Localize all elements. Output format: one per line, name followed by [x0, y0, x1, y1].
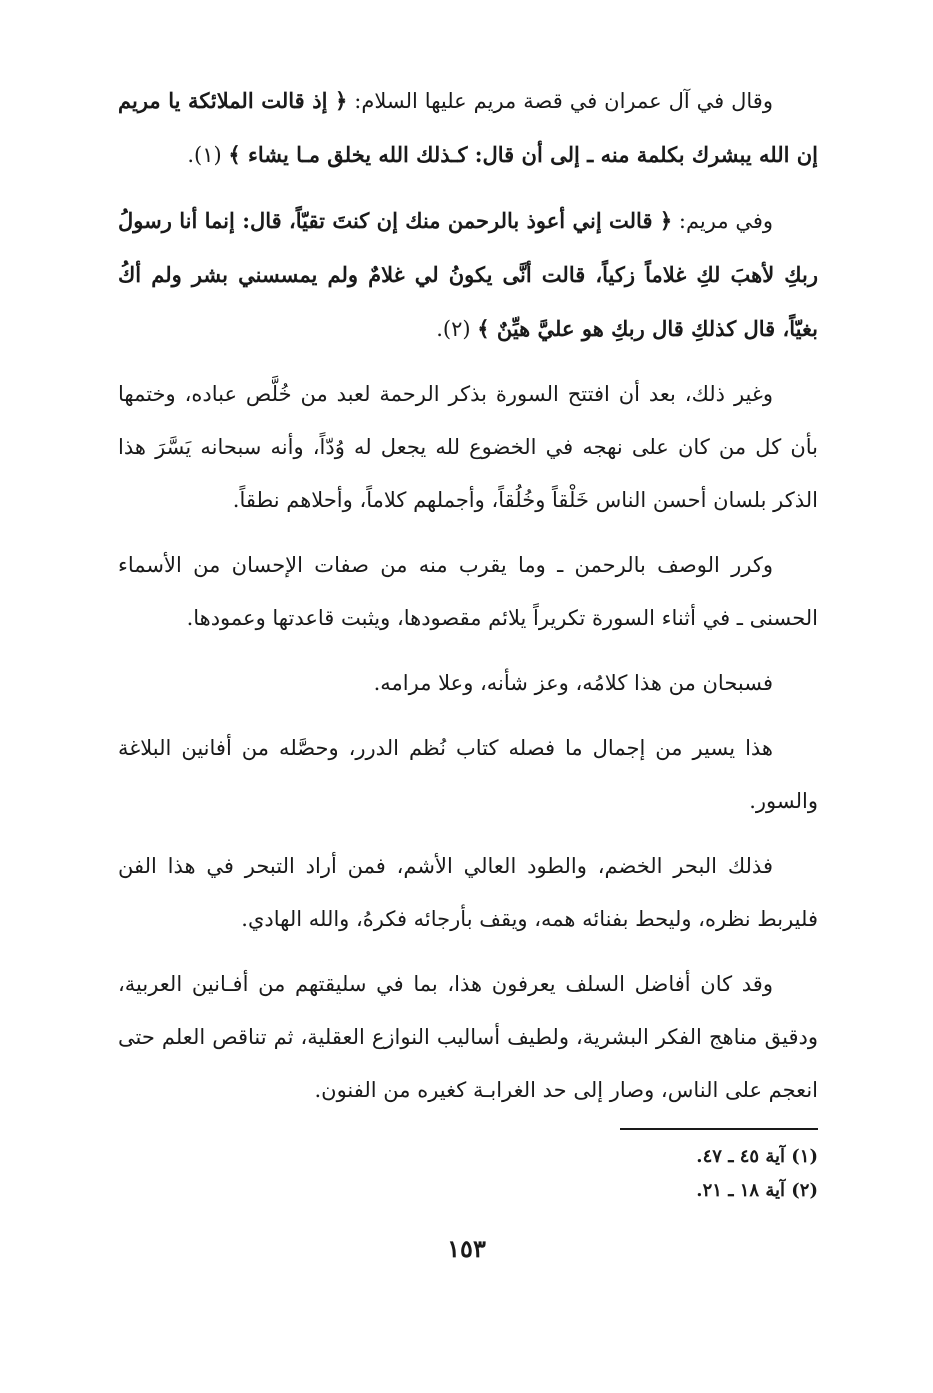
paragraph-7: فذلك البحر الخضم، والطود العالي الأشم، فمن أراد التبحر في هذا الفن فليربط نظره، وليحط بفنائه همه، ويقف بأرجائه فكرهُ، والله الهادي. [118, 854, 818, 931]
footnote-divider [620, 1128, 818, 1130]
quran-verse-2: ﴿ قالت إني أعوذ بالرحمن منك إن كنتَ تقيّاً، قال: إنما أنا رسولُ ربكِ لأهبَ لكِ غلاماً زكياً، قالت أنَّى يكونُ لي غلامٌ ولم يمسسني بشر ولم أكُ بغيّاً، قال كذلكِ قال ربكِ هو عليَّ هيِّنٌ ﴾ [118, 208, 818, 341]
page-body [118, 74, 818, 1129]
footnote-ref-2: (٢). [436, 317, 478, 341]
paragraph-2-intro: وفي مريم: [672, 209, 774, 233]
paragraph-1-intro: وقال في آل عمران في قصة مريم عليها السلام: [347, 89, 773, 113]
paragraph-4: وكرر الوصف بالرحمن ـ وما يقرب منه من صفات الإحسان من الأسماء الحسنى ـ في أثناء السورة تكريراً يلائم مقصودها، ويثبت قاعدتها وعمودها. [118, 553, 818, 630]
quran-verse-1: ﴿ إذ قالت الملائكة يا مريم إن الله يبشرك بكلمة منه ـ إلى أن قال: كـذلك الله يخلق مـا يشاء ﴾ [118, 88, 818, 167]
footnote-ref-1: (١). [187, 143, 229, 167]
footnotes [560, 1140, 818, 1208]
footnote-1: (١) آية ٤٥ ـ ٤٧. [696, 1146, 818, 1167]
paragraph-2 [118, 194, 818, 356]
paragraph-1 [118, 74, 818, 182]
footnote-2: (٢) آية ١٨ ـ ٢١. [696, 1180, 818, 1201]
paragraph-5: فسبحان من هذا كلامُه، وعز شأنه، وعلا مرامه. [373, 671, 773, 695]
page-number: ١٥٣ [447, 1234, 486, 1263]
paragraph-8: وقد كان أفاضل السلف يعرفون هذا، بما في سليقتهم من أفـانين العربية، ودقيق مناهج الفكر البشرية، ولطيف أساليب النوازع العقلية، ثم تناقص العلم حتى انعجم على الناس، وصار إلى حد الغرابـة كغيره من الفنون. [118, 972, 818, 1102]
paragraph-6: هذا يسير من إجمال ما فصله كتاب نُظم الدرر، وحصَّله من أفانين البلاغة والسور. [118, 736, 818, 813]
paragraph-3: وغير ذلك، بعد أن افتتح السورة بذكر الرحمة لعبد من خُلَّص عباده، وختمها بأن كل من كان على نهجه في الخضوع لله يجعل له وُدّاً، وأنه سبحانه يَسَّرَ هذا الذكر بلسان أحسن الناس خَلْقاً وخُلُقاً، وأجملهم كلاماً، وأحلاهم نطقاً. [118, 382, 818, 512]
